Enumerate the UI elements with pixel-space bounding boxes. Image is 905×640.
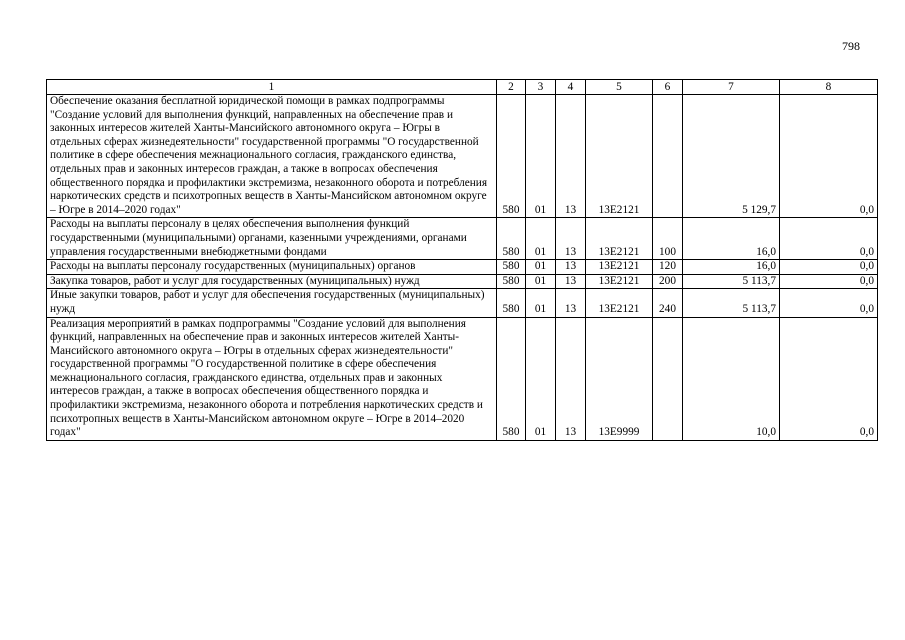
table-row [47,317,878,440]
subsection-code-cell: 13 [556,317,586,440]
target-article-cell: 13Е2121 [586,289,653,317]
column-header-1: 1 [47,80,497,95]
amount-cell: 10,0 [683,317,780,440]
column-header-7: 7 [683,80,780,95]
subsection-code-cell: 13 [556,95,586,218]
ministry-code-cell: 580 [497,317,526,440]
row-name: Иные закупки товаров, работ и услуг для обеспечения государственных (муниципальных) нужд [47,289,497,317]
section-code-cell: 01 [526,274,556,289]
amount-2-cell: 0,0 [780,95,878,218]
subsection-code-cell: 13 [556,218,586,260]
amount-cell: 5 113,7 [683,289,780,317]
row-name: Реализация мероприятий в рамках подпрограммы "Создание условий для выполнения функций, направленных на обеспечение прав и законных интересов жителей Ханты-Мансийского автономного округа – Югры в отдельных сферах жизнедеятельности" государственной программы "О государственной политике в сфере обеспечения межнационального согласия, гражданского единства, отдельных прав и законных интересов граждан, а также в вопросах обеспечения общественного порядка и профилактики экстремизма, незаконного оборота и потребления наркотических средств и психотропных веществ в Ханты-Мансийском автономном округе – Югре в 2014–2020 годах" [47,317,497,440]
target-article-cell: 13Е2121 [586,260,653,275]
section-code-cell: 01 [526,95,556,218]
column-header-2: 2 [497,80,526,95]
header-row [47,80,878,95]
column-header-8: 8 [780,80,878,95]
amount-2-cell: 0,0 [780,317,878,440]
amount-2-cell: 0,0 [780,289,878,317]
column-header-3: 3 [526,80,556,95]
table-row [47,218,878,260]
ministry-code-cell: 580 [497,289,526,317]
column-header-4: 4 [556,80,586,95]
ministry-code-cell: 580 [497,260,526,275]
subsection-code-cell: 13 [556,274,586,289]
column-header-6: 6 [653,80,683,95]
expense-type-cell: 100 [653,218,683,260]
amount-2-cell: 0,0 [780,274,878,289]
target-article-cell: 13Е2121 [586,218,653,260]
row-name: Расходы на выплаты персоналу государственных (муниципальных) органов [47,260,497,275]
amount-cell: 5 113,7 [683,274,780,289]
target-article-cell: 13Е2121 [586,95,653,218]
table-header [47,80,878,95]
table-row [47,95,878,218]
row-name: Закупка товаров, работ и услуг для государственных (муниципальных) нужд [47,274,497,289]
amount-cell: 16,0 [683,218,780,260]
expense-type-cell: 120 [653,260,683,275]
subsection-code-cell: 13 [556,260,586,275]
ministry-code-cell: 580 [497,218,526,260]
section-code-cell: 01 [526,218,556,260]
amount-cell: 16,0 [683,260,780,275]
target-article-cell: 13Е9999 [586,317,653,440]
expense-type-cell [653,95,683,218]
amount-cell: 5 129,7 [683,95,780,218]
target-article-cell: 13Е2121 [586,274,653,289]
ministry-code-cell: 580 [497,95,526,218]
section-code-cell: 01 [526,289,556,317]
section-code-cell: 01 [526,317,556,440]
row-name: Расходы на выплаты персоналу в целях обеспечения выполнения функций государственными (муниципальными) органами, казенными учреждениями, органами управления государственными внебюджетными фондами [47,218,497,260]
table-row [47,260,878,275]
amount-2-cell: 0,0 [780,260,878,275]
ministry-code-cell: 580 [497,274,526,289]
expense-type-cell [653,317,683,440]
table-row [47,274,878,289]
table-row [47,289,878,317]
section-code-cell: 01 [526,260,556,275]
expense-type-cell: 240 [653,289,683,317]
row-name: Обеспечение оказания бесплатной юридической помощи в рамках подпрограммы "Создание условий для выполнения функций, направленных на обеспечение прав и законных интересов жителей Ханты-Мансийского автономного округа – Югры в отдельных сферах жизнедеятельности" государственной программы "О государственной политике в сфере обеспечения межнационального согласия, гражданского единства, отдельных прав и законных интересов граждан, а также в вопросах обеспечения общественного порядка и профилактики экстремизма, незаконного оборота и потребления наркотических средств и психотропных веществ в Ханты-Мансийском автономном округе – Югре в 2014–2020 годах" [47,95,497,218]
page-number: 798 [842,39,860,53]
amount-2-cell: 0,0 [780,218,878,260]
table-body [47,95,878,441]
subsection-code-cell: 13 [556,289,586,317]
column-header-5: 5 [586,80,653,95]
budget-table [46,79,878,441]
expense-type-cell: 200 [653,274,683,289]
